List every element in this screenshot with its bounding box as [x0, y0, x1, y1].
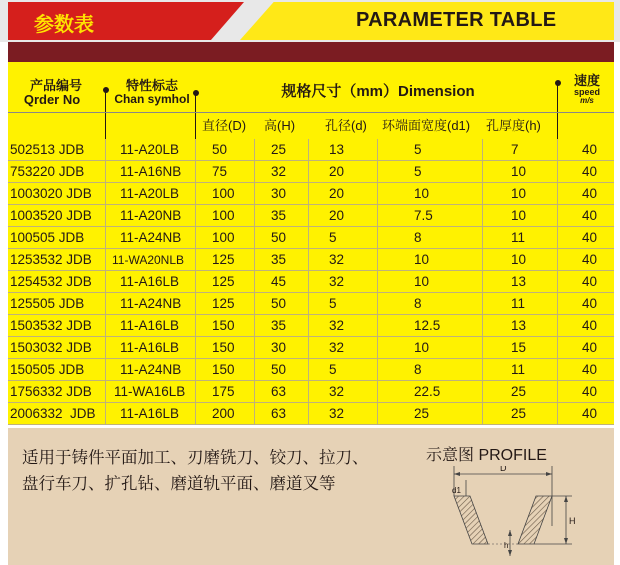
table-row — [8, 271, 614, 293]
subheader-bore: 孔径(d) — [325, 118, 367, 133]
cell-order-no: 1254532 JDB — [10, 274, 92, 289]
label-h: h — [504, 541, 509, 550]
subheader-height: 高(H) — [264, 118, 296, 133]
cell-hole-thickness: 13 — [511, 274, 527, 289]
cell-diameter: 175 — [212, 384, 235, 399]
divider-line — [557, 85, 558, 112]
cell-height: 45 — [271, 274, 287, 289]
col-speed-en: speed — [573, 87, 600, 97]
parameter-table — [8, 62, 614, 424]
cell-diameter: 150 — [212, 362, 235, 377]
cell-bore: 20 — [329, 186, 345, 201]
cell-order-no: 502513 JDB — [10, 142, 85, 157]
cell-bore: 5 — [329, 362, 337, 377]
table-row — [8, 403, 614, 425]
col-char-cn: 特性标志 — [125, 78, 178, 93]
cell-char-mark: 11-WA20NLB — [112, 253, 185, 267]
cell-bore: 20 — [329, 208, 345, 223]
cell-char-mark: 11-A16LB — [120, 318, 180, 333]
cell-char-mark: 11-A20NB — [120, 208, 182, 223]
cell-hole-thickness: 7 — [511, 142, 519, 157]
cell-hole-thickness: 10 — [511, 186, 527, 201]
cell-diameter: 150 — [212, 340, 235, 355]
cell-hole-thickness: 15 — [511, 340, 527, 355]
divider-dot — [103, 87, 109, 93]
col-dimension: 规格尺寸（mm）Dimension — [281, 83, 475, 100]
cell-hole-thickness: 11 — [511, 230, 526, 245]
subheader-diameter: 直径(D) — [202, 118, 247, 133]
table-row — [8, 337, 614, 359]
table-row — [8, 183, 614, 205]
header-en-title: PARAMETER TABLE — [356, 9, 557, 31]
cell-ring-width: 12.5 — [414, 318, 441, 333]
cell-hole-thickness: 10 — [511, 208, 527, 223]
cell-height: 63 — [271, 406, 287, 421]
cell-bore: 32 — [329, 384, 345, 399]
cell-hole-thickness: 25 — [511, 406, 527, 421]
table-row — [8, 161, 614, 183]
cell-char-mark: 11-A20LB — [120, 142, 180, 157]
cell-speed: 40 — [582, 318, 598, 333]
divider-line — [195, 113, 196, 139]
cell-ring-width: 22.5 — [414, 384, 441, 399]
cell-speed: 40 — [582, 274, 598, 289]
cell-diameter: 100 — [212, 186, 235, 201]
cell-diameter: 75 — [212, 164, 228, 179]
cell-speed: 40 — [582, 362, 598, 377]
cell-height: 63 — [271, 384, 287, 399]
cell-speed: 40 — [582, 186, 598, 201]
usage-section — [8, 428, 614, 565]
cell-ring-width: 8 — [414, 362, 422, 377]
cell-ring-width: 25 — [414, 406, 430, 421]
cell-speed: 40 — [582, 252, 598, 267]
cell-height: 30 — [271, 186, 287, 201]
col-char-en: Chan symhol — [114, 92, 190, 106]
cell-diameter: 125 — [212, 252, 235, 267]
table-subheader — [8, 112, 614, 138]
cell-diameter: 125 — [212, 274, 235, 289]
table-row — [8, 227, 614, 249]
profile-title: 示意图 PROFILE — [426, 447, 547, 464]
subheader-hole-thickness: 孔厚度(h) — [486, 118, 541, 133]
table-row — [8, 315, 614, 337]
cell-bore: 20 — [329, 164, 345, 179]
divider-dot — [555, 80, 561, 86]
cell-char-mark: 11-A16LB — [120, 406, 180, 421]
cell-height: 50 — [271, 296, 287, 311]
cell-bore: 32 — [329, 252, 345, 267]
cell-order-no: 100505 JDB — [10, 230, 85, 245]
cell-diameter: 100 — [212, 208, 235, 223]
cell-ring-width: 10 — [414, 252, 430, 267]
cell-speed: 40 — [582, 230, 598, 245]
cell-ring-width: 5 — [414, 142, 422, 157]
cell-hole-thickness: 10 — [511, 164, 527, 179]
cell-bore: 32 — [329, 274, 345, 289]
cell-height: 25 — [271, 142, 287, 157]
cell-height: 35 — [271, 208, 287, 223]
cell-speed: 40 — [582, 164, 598, 179]
cell-ring-width: 10 — [414, 274, 430, 289]
cell-height: 35 — [271, 252, 287, 267]
label-H: H — [569, 516, 576, 526]
cell-height: 50 — [271, 362, 287, 377]
cell-order-no: 2006332 JDB — [10, 406, 96, 421]
usage-line-1: 适用于铸件平面加工、刃磨铣刀、铰刀、拉刀、 — [22, 449, 369, 467]
cell-char-mark: 11-A24NB — [120, 230, 182, 245]
usage-line-2: 盘行车刀、扩孔钻、磨道轨平面、磨道叉等 — [22, 475, 336, 493]
cell-order-no: 1003520 JDB — [10, 208, 92, 223]
cell-order-no: 1253532 JDB — [10, 252, 92, 267]
header-band — [8, 42, 614, 62]
divider-line — [195, 95, 196, 112]
cell-bore: 5 — [329, 230, 337, 245]
cell-order-no: 753220 JDB — [10, 164, 85, 179]
divider-line — [105, 113, 106, 139]
cell-char-mark: 11-A16LB — [120, 340, 180, 355]
col-speed-cn: 速度 — [573, 73, 600, 88]
divider-line — [557, 113, 558, 139]
cell-bore: 32 — [329, 406, 345, 421]
cell-ring-width: 5 — [414, 164, 422, 179]
cell-speed: 40 — [582, 142, 598, 157]
header-cn-title: 参数表 — [34, 14, 94, 36]
cell-hole-thickness: 10 — [511, 252, 527, 267]
table-row — [8, 139, 614, 161]
cell-speed: 40 — [582, 340, 598, 355]
cell-order-no: 150505 JDB — [10, 362, 85, 377]
cell-hole-thickness: 11 — [511, 362, 526, 377]
table-row — [8, 381, 614, 403]
label-D: D — [500, 466, 507, 473]
cell-height: 30 — [271, 340, 287, 355]
cell-speed: 40 — [582, 208, 598, 223]
cell-char-mark: 11-A20LB — [120, 186, 180, 201]
cell-hole-thickness: 11 — [511, 296, 526, 311]
cell-order-no: 1503032 JDB — [10, 340, 92, 355]
cell-height: 35 — [271, 318, 287, 333]
table-row — [8, 249, 614, 271]
col-order-cn: 产品编号 — [29, 78, 82, 93]
cell-order-no: 1003020 JDB — [10, 186, 92, 201]
cell-char-mark: 11-A16LB — [120, 274, 180, 289]
cell-ring-width: 10 — [414, 186, 430, 201]
cell-char-mark: 11-A24NB — [120, 362, 182, 377]
col-order-en: Qrder No — [23, 92, 81, 107]
cell-bore: 5 — [329, 296, 337, 311]
cell-diameter: 150 — [212, 318, 235, 333]
cell-speed: 40 — [582, 296, 598, 311]
table-row — [8, 205, 614, 227]
header-bar — [0, 0, 620, 42]
cell-speed: 40 — [582, 406, 598, 421]
cell-hole-thickness: 25 — [511, 384, 527, 399]
col-speed-unit: m/s — [580, 96, 594, 105]
table-row — [8, 293, 614, 315]
cell-bore: 32 — [329, 340, 345, 355]
cell-diameter: 200 — [212, 406, 235, 421]
cell-speed: 40 — [582, 384, 598, 399]
cell-char-mark: 11-WA16LB — [114, 384, 186, 399]
cell-ring-width: 10 — [414, 340, 430, 355]
cell-diameter: 100 — [212, 230, 235, 245]
table-row — [8, 359, 614, 381]
cell-hole-thickness: 13 — [511, 318, 527, 333]
cell-order-no: 125505 JDB — [10, 296, 85, 311]
profile-diagram — [426, 466, 596, 562]
cell-ring-width: 7.5 — [414, 208, 433, 223]
divider-line — [105, 92, 106, 112]
cell-diameter: 50 — [212, 142, 228, 157]
cell-char-mark: 11-A16NB — [120, 164, 182, 179]
cell-bore: 32 — [329, 318, 345, 333]
label-d1: d1 — [452, 486, 461, 495]
divider-dot — [193, 90, 199, 96]
cell-diameter: 125 — [212, 296, 235, 311]
cell-ring-width: 8 — [414, 230, 422, 245]
cell-order-no: 1756332 JDB — [10, 384, 92, 399]
subheader-ring-width: 环端面宽度(d1) — [382, 118, 471, 133]
cell-height: 32 — [271, 164, 287, 179]
cell-char-mark: 11-A24NB — [120, 296, 182, 311]
cell-order-no: 1503532 JDB — [10, 318, 92, 333]
table-header — [8, 62, 614, 112]
cell-bore: 13 — [329, 142, 345, 157]
cell-ring-width: 8 — [414, 296, 422, 311]
cell-height: 50 — [271, 230, 287, 245]
